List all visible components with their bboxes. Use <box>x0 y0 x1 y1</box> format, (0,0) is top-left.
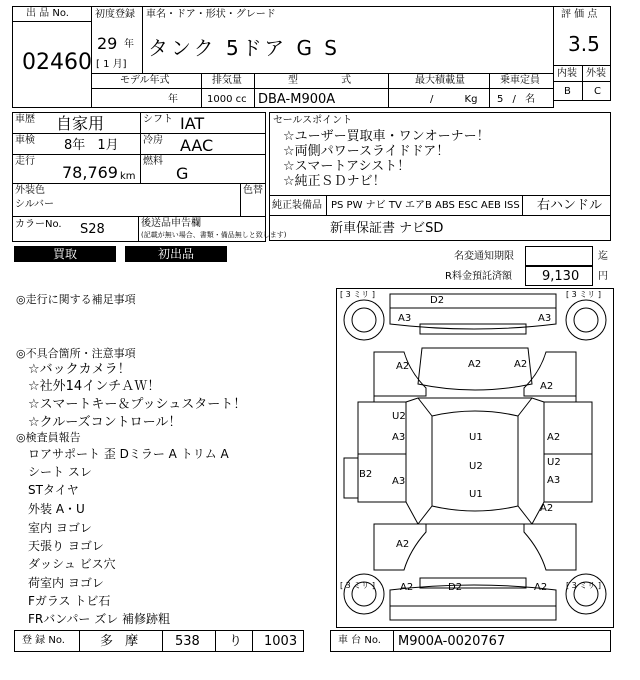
tire-front-right: [ 3 ミリ ] <box>566 290 601 299</box>
fuel-label: 燃料 <box>143 156 163 167</box>
type-label: 型 式 <box>288 75 372 86</box>
tire-front-left: [ 3 ミリ ] <box>340 290 375 299</box>
inspector-7: ダッシュ ビス穴 <box>28 557 116 571</box>
left-rear-door-label: A3 <box>392 476 406 487</box>
lot-number: 02460 <box>22 50 92 75</box>
mileage-unit: km <box>120 171 136 182</box>
roof-3-label: U1 <box>469 489 483 500</box>
displacement: 1000 cc <box>207 94 247 105</box>
aircon: AAC <box>180 136 214 155</box>
defect-4: ☆クルーズコントロール！ <box>28 415 182 430</box>
sales-point-1: ☆ユーザー買取車・ワンオーナー！ <box>283 129 490 144</box>
left-front-door-a-label: A3 <box>392 432 406 443</box>
shift: IAT <box>180 114 205 133</box>
displacement-label: 排気量 <box>212 75 242 86</box>
ext-color-label: 外装色 <box>15 185 45 196</box>
car-name-label: 車名・ドア・形状・グレード <box>146 9 276 20</box>
color-change-label: 色替 <box>243 185 263 196</box>
defects-heading: ◎不具合箇所・注意事項 <box>16 347 136 360</box>
right-rear-door-u-label: U2 <box>547 457 561 468</box>
inspector-9: Fガラス トビ石 <box>28 594 111 608</box>
reg-class: 538 <box>175 634 200 649</box>
roof-2-label: U2 <box>469 461 483 472</box>
fender-right-label: A2 <box>540 381 554 392</box>
equipment-items: PS PW ナビ TV エアB ABS ESC AEB ISS <box>331 200 520 211</box>
rear-bumper-left-label: A2 <box>400 582 414 593</box>
shift-label: シフト <box>143 114 173 125</box>
model-year-label: モデル年式 <box>120 75 170 86</box>
notice-label: 名変通知期限 <box>454 251 514 262</box>
first-reg-year: 29 <box>97 34 118 53</box>
model-type: DBA-M900A <box>258 92 336 107</box>
left-quarter-label: A2 <box>396 539 410 550</box>
sales-points-label: セールスポイント <box>273 115 353 126</box>
right-front-door-label: A2 <box>547 432 561 443</box>
recycle-label: R料金預託済額 <box>445 271 512 282</box>
front-bumper-left-label: A3 <box>398 313 412 324</box>
color-no: S28 <box>80 222 105 237</box>
inspector-1: ロアサポート 歪 Dミラー A トリム A <box>28 447 229 461</box>
defect-3: ☆スマートキー＆プッシュスタート！ <box>28 397 247 412</box>
capacity-label: 乗車定員 <box>500 75 540 86</box>
recycle-unit: 円 <box>598 271 608 282</box>
roof-1-label: U1 <box>469 432 483 443</box>
sales-point-3: ☆スマートアシスト！ <box>283 159 411 174</box>
mileage: 78,769 <box>62 163 118 182</box>
chassis-label: 車 台 No. <box>338 635 381 646</box>
warranty: 新車保証書 ナビSD <box>330 221 444 236</box>
notice-unit: 迄 <box>598 251 608 262</box>
fuel: G <box>176 164 189 183</box>
front-bumper-right-label: A3 <box>538 313 552 324</box>
aircon-label: 冷房 <box>143 135 163 146</box>
aftermarket-note: (記載が無い場合、書類・備品無しと致します) <box>141 231 287 239</box>
rating-label: 評 価 点 <box>561 9 598 20</box>
driving-heading: ◎走行に関する補足事項 <box>16 293 136 306</box>
mileage-label: 走行 <box>15 156 35 167</box>
exterior-label: 外装 <box>586 68 606 79</box>
model-year-unit: 年 <box>168 94 178 105</box>
rear-bumper-right-label: A2 <box>534 582 548 593</box>
interior-grade: B <box>564 86 571 97</box>
aftermarket-label: 後送品申告欄 <box>141 218 201 229</box>
sales-point-4: ☆純正ＳＤナビ！ <box>283 174 386 189</box>
defect-2: ☆社外14インチＡＷ！ <box>28 379 161 394</box>
vehicle-damage-diagram <box>336 288 614 628</box>
ext-color: シルバー <box>15 199 55 210</box>
max-load: / Kg <box>430 94 478 105</box>
reg-label: 登 録 No. <box>22 635 65 646</box>
hood-label: A2 <box>468 359 482 370</box>
inspector-8: 荷室内 ヨゴレ <box>28 576 104 590</box>
tire-rear-left: [ 3 ミリ ] <box>340 581 375 590</box>
exterior-grade: C <box>594 86 601 97</box>
inspector-4: 外装 A・U <box>28 502 85 516</box>
first-reg-year-unit: 年 <box>124 39 134 50</box>
reg-area: 多 摩 <box>100 634 139 649</box>
steering: 右ハンドル <box>537 198 603 213</box>
inspector-heading: ◎検査員報告 <box>16 431 81 444</box>
first-reg-month: [ 1 月] <box>96 59 127 70</box>
notice-value-box <box>525 246 593 266</box>
equipment-label: 純正装備品 <box>272 200 322 211</box>
right-rear-door-a-label: A3 <box>547 475 561 486</box>
inspector-6: 天張り ヨゴレ <box>28 539 104 553</box>
inspector-5: 室内 ヨゴレ <box>28 521 92 535</box>
reg-kana: り <box>229 634 243 649</box>
rating-value: 3.5 <box>568 32 600 56</box>
right-quarter-label: A2 <box>540 503 554 514</box>
inspection-label: 車検 <box>15 135 35 146</box>
first-listing-tag: 初出品 <box>125 246 227 262</box>
fender-left-label: A2 <box>396 361 410 372</box>
inspection: 8年 1月 <box>64 138 119 153</box>
color-no-label: カラーNo. <box>15 219 62 230</box>
first-reg-label: 初度登録 <box>95 9 135 20</box>
inspector-3: STタイヤ <box>28 483 79 497</box>
reg-number: 1003 <box>264 634 298 649</box>
max-load-label: 最大積載量 <box>415 75 465 86</box>
inspector-2: シート スレ <box>28 465 92 479</box>
defect-1: ☆バックカメラ！ <box>28 362 131 377</box>
front-bumper-label: D2 <box>430 295 445 306</box>
history-label: 車歴 <box>15 114 35 125</box>
interior-label: 内装 <box>557 68 577 79</box>
rear-bumper-label: D2 <box>448 582 463 593</box>
left-sill-label: B2 <box>359 469 373 480</box>
sales-point-2: ☆両側パワースライドドア！ <box>283 144 450 159</box>
tire-rear-right: [ 3 ミリ ] <box>566 581 601 590</box>
history: 自家用 <box>56 114 105 133</box>
inspector-10: FRバンパー ズレ 補修跡粗 <box>28 612 171 626</box>
capacity: 5 / 名 <box>497 94 536 105</box>
left-front-door-u-label: U2 <box>392 411 406 422</box>
lot-label: 出 品 No. <box>26 8 69 19</box>
chassis-number: M900A-0020767 <box>398 634 506 649</box>
front-right-corner-label: A2 <box>514 359 528 370</box>
recycle-value: 9,130 <box>542 269 580 284</box>
car-name: タンク 5ドア G S <box>148 36 340 60</box>
purchase-tag: 買取 <box>14 246 116 262</box>
